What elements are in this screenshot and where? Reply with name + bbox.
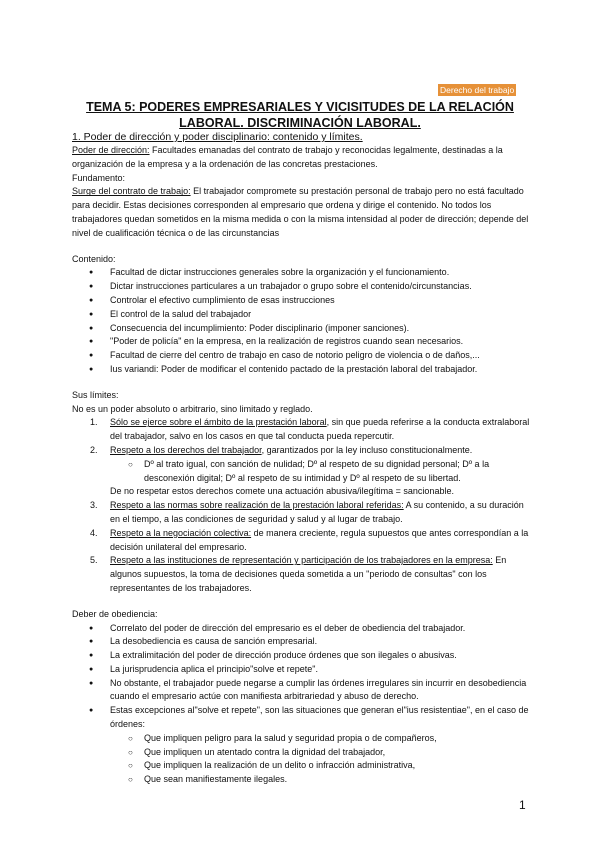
item-label: Respeto a las instituciones de representación y participación de los trabajadores en la empresa:	[110, 555, 493, 566]
item-text: A su contenido, a su duración en el tiempo, a las condiciones de seguridad y salud y al lugar de trabajo.	[110, 500, 524, 524]
item-label: Respeto a los derechos del trabajador	[110, 444, 262, 455]
list-item	[72, 527, 530, 555]
obediencia-heading: Deber de obediencia:	[72, 608, 158, 619]
section-heading: 1. Poder de dirección y poder disciplinario: contenido y límites.	[72, 131, 363, 143]
list-item: ● La jurisprudencia aplica el principio"solve et repete".	[72, 663, 530, 677]
list-item: ● Correlato del poder de dirección del empresario es el deber de obediencia del trabajador.	[72, 622, 530, 636]
list-item: ○ Dº al trato igual, con sanción de nulidad; Dº al respeto de su dignidad personal; Dº a la desconexión digital; Dº al respeto de su intimidad y Dº al respeto de su libertad.	[72, 458, 530, 486]
item-number: 2.	[90, 444, 98, 455]
item-label: Respeto a las normas sobre realización de la prestación laboral referidas:	[110, 500, 404, 511]
page-title: TEMA 5: PODERES EMPRESARIALES Y VICISITUDES DE LA RELACIÓN LABORAL. DISCRIMINACIÓN LABORAL.	[86, 100, 514, 130]
limites-list	[72, 416, 530, 457]
item-label: Sólo se ejerce sobre el ámbito de la prestación laboral	[110, 417, 327, 428]
limites-list-continued	[72, 499, 530, 596]
limites-heading: Sus límites:	[72, 389, 119, 400]
list-item: ● Facultad de dictar instrucciones generales sobre la organización y el funcionamiento.	[72, 266, 530, 280]
fundamento-label: Fundamento:	[72, 172, 126, 183]
list-item: ○ Que sean manifiestamente ilegales.	[72, 773, 530, 787]
limites-intro: No es un poder absoluto o arbitrario, sino limitado y reglado.	[72, 403, 313, 414]
item-number: 1.	[90, 417, 98, 428]
ordenes-sublist	[72, 732, 530, 787]
list-item	[72, 444, 530, 458]
item-text: de manera creciente, regula supuestos que antes correspondían a la decisión unilateral del empresario.	[110, 527, 529, 552]
contenido-list	[72, 266, 530, 376]
list-item: ● "Poder de policía" en la empresa, en la realización de registros cuando sean necesarios.	[72, 335, 530, 349]
document-body	[72, 130, 530, 787]
list-item	[72, 416, 530, 444]
surge-text: El trabajador compromete su prestación personal de trabajo pero no está facultado para decidir. Estas decisiones corresponden al empresario que ordena y dirige el contenido. No todos los trabajadores quedan sometidos en la misma medida o con la misma intensidad al poder de dirección; depende del nivel de cualificación técnica o de las circunstancias	[72, 186, 529, 238]
definition-paragraph	[72, 144, 530, 172]
item-number: 3.	[90, 500, 98, 511]
list-item: ● Facultad de cierre del centro de trabajo en caso de notorio peligro de violencia o de daños,...	[72, 349, 530, 363]
list-item: ● No obstante, el trabajador puede negarse a cumplir las órdenes irregulares sin incurrir en desobediencia cuando el empresario actúe con manifiesta arbitrariedad y abuso de derecho.	[72, 677, 530, 705]
surge-paragraph	[72, 185, 530, 240]
item-number: 4.	[90, 527, 98, 538]
list-item: ● Ius variandi: Poder de modificar el contenido pactado de la prestación laboral del trabajador.	[72, 363, 530, 377]
item-label: Respeto a la negociación colectiva:	[110, 527, 252, 538]
list-item: ○ Que impliquen la realización de un delito o infracción administrativa,	[72, 759, 530, 773]
list-item	[72, 554, 530, 595]
obediencia-list	[72, 622, 530, 732]
list-item: ○ Que impliquen peligro para la salud y seguridad propia o de compañeros,	[72, 732, 530, 746]
definition-label: Poder de dirección:	[72, 145, 150, 155]
item-text: , garantizados por la ley incluso constitucionalmente.	[261, 444, 473, 455]
item-text: En algunos supuestos, la toma de decisiones queda sometida a un "periodo de consultas" con los representantes de los trabajadores.	[110, 555, 507, 593]
page-number: 1	[519, 798, 526, 812]
list-item: ● El control de la salud del trabajador	[72, 308, 530, 322]
surge-label: Surge del contrato de trabajo:	[72, 186, 191, 197]
list-item: ● La extralimitación del poder de dirección produce órdenes que son ilegales o abusivas.	[72, 649, 530, 663]
list-item: ● Controlar el efectivo cumplimiento de esas instrucciones	[72, 294, 530, 308]
item-text: , sin que pueda referirse a la conducta extralaboral del trabajador, salvo en los casos en que tal conducta pueda repercutir.	[110, 417, 530, 442]
list-item	[72, 499, 530, 527]
list-item: ○ Que impliquen un atentado contra la dignidad del trabajador,	[72, 746, 530, 760]
list-item: ● Dictar instrucciones particulares a un trabajador o grupo sobre el contenido/circunstancias.	[72, 280, 530, 294]
item-number: 5.	[90, 555, 98, 566]
list-item: ● Consecuencia del incumplimiento: Poder disciplinario (imponer sanciones).	[72, 322, 530, 336]
derechos-sublist	[72, 458, 530, 486]
list-item: ● La desobediencia es causa de sanción empresarial.	[72, 635, 530, 649]
derechos-note: De no respetar estos derechos comete una actuación abusiva/ilegítima = sancionable.	[110, 486, 454, 497]
contenido-heading: Contenido:	[72, 253, 116, 264]
list-item: ● Estas excepciones al"solve et repete", son las situaciones que generan el"ius resistentiae", en el caso de órdenes:	[72, 704, 530, 732]
subject-tag: Derecho del trabajo	[440, 85, 515, 95]
definition-text: Facultades emanadas del contrato de trabajo y reconocidas legalmente, destinadas a la organización de la empresa y a la ordenación de las concretas prestaciones.	[72, 145, 503, 169]
